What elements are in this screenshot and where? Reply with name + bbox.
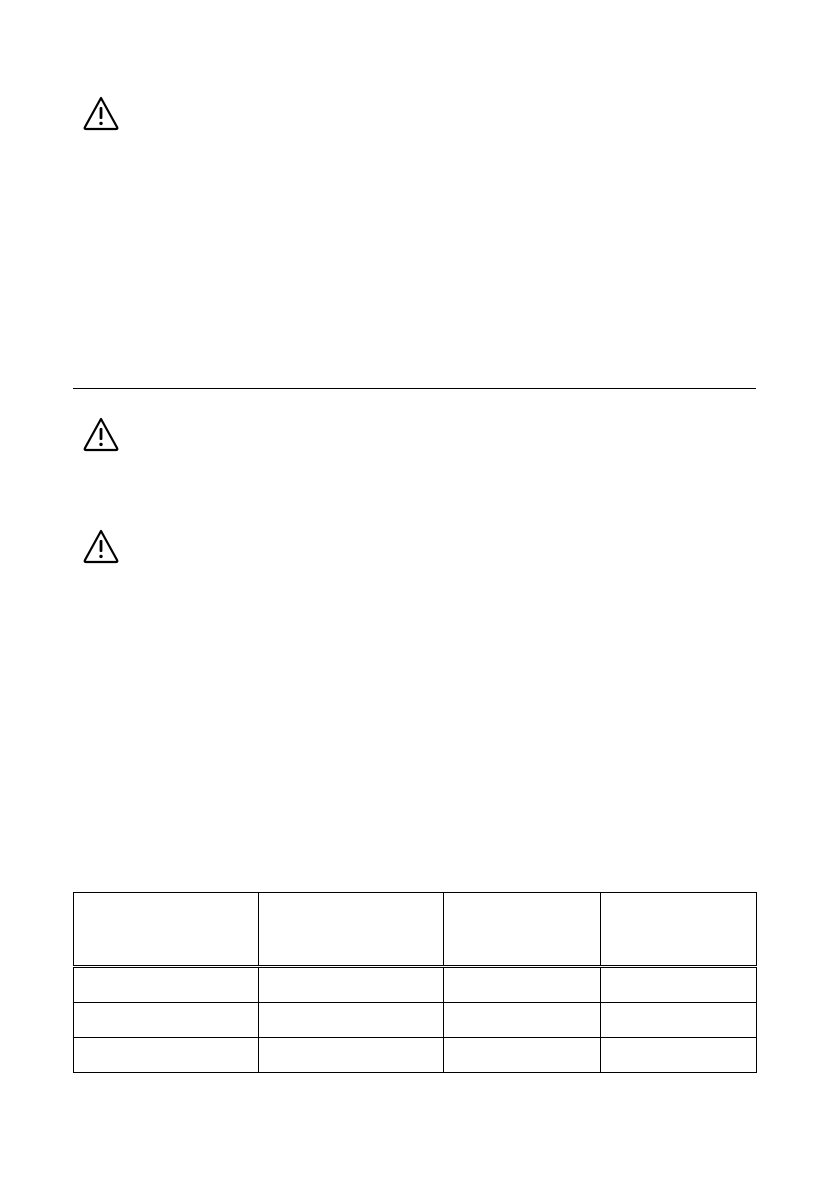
table-cell <box>444 1003 601 1038</box>
warning-icon <box>82 95 120 131</box>
table-cell <box>444 1038 601 1073</box>
warning-icon <box>82 416 120 452</box>
table-cell <box>601 967 757 1003</box>
table-cell <box>259 967 444 1003</box>
table-cell <box>259 1038 444 1073</box>
page-number <box>760 24 790 50</box>
spec-table <box>73 892 757 1073</box>
table-header-cell <box>601 893 757 967</box>
warning-icon <box>82 528 120 564</box>
table-cell <box>74 1038 259 1073</box>
table-cell <box>601 1038 757 1073</box>
table-header-cell <box>74 893 259 967</box>
table-header-cell <box>259 893 444 967</box>
section-divider <box>73 388 756 389</box>
table-row <box>74 1003 757 1038</box>
table-cell <box>444 967 601 1003</box>
table-header-row <box>74 893 757 967</box>
table-cell <box>74 1003 259 1038</box>
table-row <box>74 1038 757 1073</box>
table-row <box>74 967 757 1003</box>
table-cell <box>259 1003 444 1038</box>
table-cell <box>601 1003 757 1038</box>
table-header-cell <box>444 893 601 967</box>
table-cell <box>74 967 259 1003</box>
